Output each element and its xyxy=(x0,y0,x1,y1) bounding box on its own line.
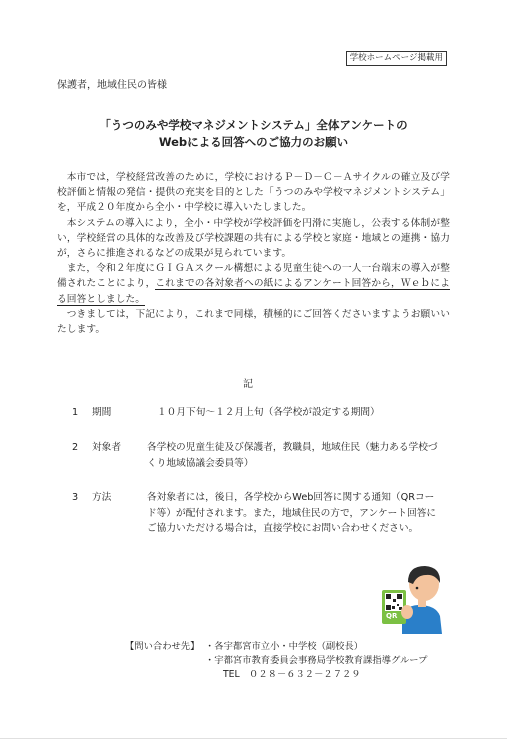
item-label: 対象者 xyxy=(92,442,122,453)
item-number: 2 xyxy=(72,442,79,453)
contact-line-1: ・各宇都宮市立小・中学校（副校長） xyxy=(205,641,364,652)
publication-stamp: 学校ホームページ掲載用 xyxy=(346,51,447,66)
paragraph-2: 本システムの導入により，全小・中学校が学校評価を円滑に実施し，公表する体制が整い，学校経営の具体的な改善及び学校課題の共有による学校と家庭・地域との連携・協力が，さらに推進されるなどの成果が見られています。 xyxy=(57,217,450,260)
contact-tel: TEL ０２８－６３２－２７２９ xyxy=(223,669,361,680)
contact-label: 【問い合わせ先】 xyxy=(125,641,200,652)
paragraph-1: 本市では，学校経営改善のために，学校におけるＰ－Ｄ－Ｃ－Ａサイクルの確立及び学校評価と情報の発信・提供の充実を目的とした「うつのみや学校マネジメントシステム」を，平成２０年度から全小・中学校に導入いたしました。 xyxy=(57,172,450,214)
paragraph-3-underlined: これまでの各対象者への紙によるアンケート回答から，Ｗｅｂによる回答としました。 xyxy=(57,278,451,305)
title-line-1: 「うつのみや学校マネジメントシステム」全体アンケートの xyxy=(99,118,408,132)
body-text xyxy=(57,170,450,337)
item-value: １０月下旬～１２月上旬（各学校が設定する期間） xyxy=(157,407,380,418)
person-with-phone-qr-icon xyxy=(380,560,452,634)
qr-label: QR xyxy=(386,612,398,620)
item-label: 期間 xyxy=(92,407,112,418)
item-number: 1 xyxy=(72,407,79,418)
paragraph-4: つきましては，下記により，これまで同様，積極的にご回答くださいますようお願いいたします。 xyxy=(57,308,450,336)
page-divider xyxy=(0,738,507,739)
ki-heading: 記 xyxy=(243,379,253,390)
document-title xyxy=(57,117,450,151)
contact-lines xyxy=(205,640,505,682)
title-line-2: Webによる回答へのご協力のお願い xyxy=(158,135,349,149)
item-value: 各対象者には，後日，各学校からWeb回答に関する通知（QRコード等）が配付されます。また，地域住民の方で，アンケート回答にご協力いただける場合は，直接学校にお問い合わせください。 xyxy=(147,492,437,534)
paragraph-3 xyxy=(57,261,450,307)
item-number: 3 xyxy=(72,492,79,503)
paragraph-3a: また，令和２年度にＧＩＧＡスクール構想による児童生徒への一人一台端末の導入が整備されたことにより， xyxy=(57,263,450,290)
item-label: 方法 xyxy=(92,492,112,503)
item-value: 各学校の児童生徒及び保護者，教職員，地域住民（魅力ある学校づくり地域協議会委員等） xyxy=(147,442,438,469)
greeting: 保護者，地域住民の皆様 xyxy=(57,80,167,91)
contact-line-2: ・宇都宮市教育委員会事務局学校教育課指導グループ xyxy=(205,655,428,666)
